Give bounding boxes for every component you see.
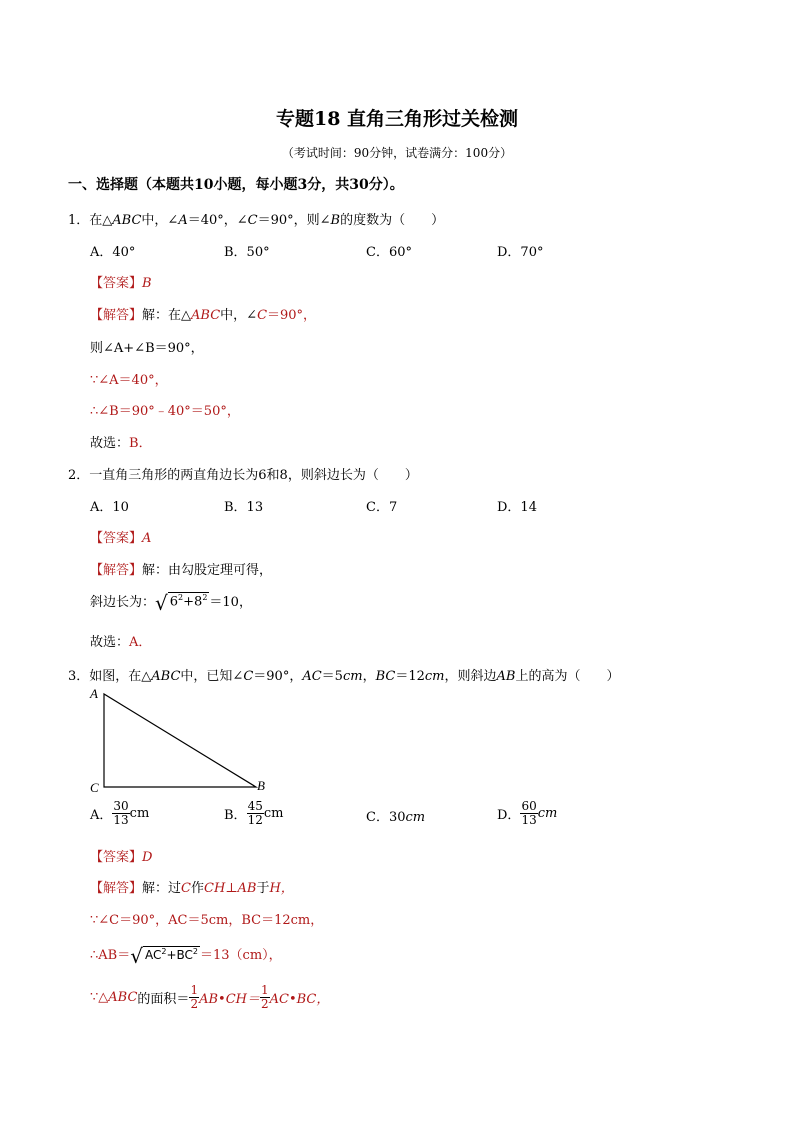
q3-option-a: A． $\frac{30}{13}$ cm <box>90 799 150 827</box>
q1-option-c: C．60° <box>366 245 412 260</box>
q1-option-a: A．40° <box>90 245 136 260</box>
q3-solution-line-1: 【解答】解：过C作CH⊥AB于H， <box>90 881 294 896</box>
q1-solution-line-3: ∵∠A＝40°， <box>90 373 168 388</box>
section-heading: 一、选择题（本题共10小题，每小题3分，共30分）。 <box>68 177 404 193</box>
q3-answer: 【答案】D <box>90 850 153 865</box>
question-2-stem: 2．一直角三角形的两直角边长为6和8，则斜边长为（ ） <box>68 468 418 483</box>
q1-solution-line-5: 故选：B． <box>90 436 152 451</box>
q1-option-d: D．70° <box>497 245 544 260</box>
q3-solution-line-2: ∵∠C＝90°，AC＝5cm，BC＝12cm， <box>90 913 324 928</box>
q2-option-c: C．7 <box>366 500 398 515</box>
q3-solution-line-4: ∵△ABC的面积＝ $\frac{1}{2}$ AB•CH＝ $\frac{1}{2}$ AC•BC， <box>90 983 330 1011</box>
q1-solution-line-2: 则∠A+∠B＝90°， <box>90 341 204 356</box>
exam-info: （考试时间：90分钟，试卷满分：100分） <box>281 146 513 160</box>
q3-option-b: B． $\frac{45}{12}$ cm <box>224 799 284 827</box>
sqrt-expression: √ $6^2+8^2$ <box>155 590 208 615</box>
q3-solution-line-3: ∴AB＝√ $AC^2+BC^2 =13(cm)$， <box>90 943 282 968</box>
q2-option-b: B．13 <box>224 500 264 515</box>
q2-option-a: A．10 <box>90 500 129 515</box>
triangle-figure <box>86 684 286 800</box>
q2-answer: 【答案】A <box>90 531 152 546</box>
vertex-label-b: B <box>257 778 265 793</box>
question-3-stem: 3．如图，在△ABC中，已知∠C＝90°，AC＝5cm，BC＝12cm，则斜边AB上的高为（ ） <box>68 669 620 684</box>
q3-option-c: C．30cm <box>366 810 426 825</box>
q2-solution-line-3: 故选：A． <box>90 635 152 650</box>
sqrt-expression-ab: √ $AC^2+BC^2$ <box>130 943 199 968</box>
q1-solution-line-1: 【解答】解：在△ABC中，∠C＝90°， <box>90 308 317 323</box>
q1-option-b: B．50° <box>224 245 270 260</box>
q2-solution-line-1: 【解答】解：由勾股定理可得， <box>90 563 273 578</box>
vertex-label-a: A <box>90 686 98 701</box>
vertex-label-c: C <box>90 780 99 795</box>
triangle-abc <box>104 694 256 787</box>
page-title: 专题18 直角三角形过关检测 <box>275 108 519 130</box>
q1-solution-line-4: ∴∠B＝90°﹣40°＝50°， <box>90 404 240 419</box>
q3-option-d: D． $\frac{60}{13}$ cm <box>497 799 558 827</box>
question-1-stem: 1．在△ABC中，∠A＝40°，∠C＝90°，则∠B的度数为（ ） <box>68 213 445 228</box>
q2-solution-line-2: 斜边长为：√ $6^2+8^2 =10$， <box>90 590 252 615</box>
q1-answer: 【答案】B <box>90 276 152 291</box>
q2-option-d: D．14 <box>497 500 537 515</box>
